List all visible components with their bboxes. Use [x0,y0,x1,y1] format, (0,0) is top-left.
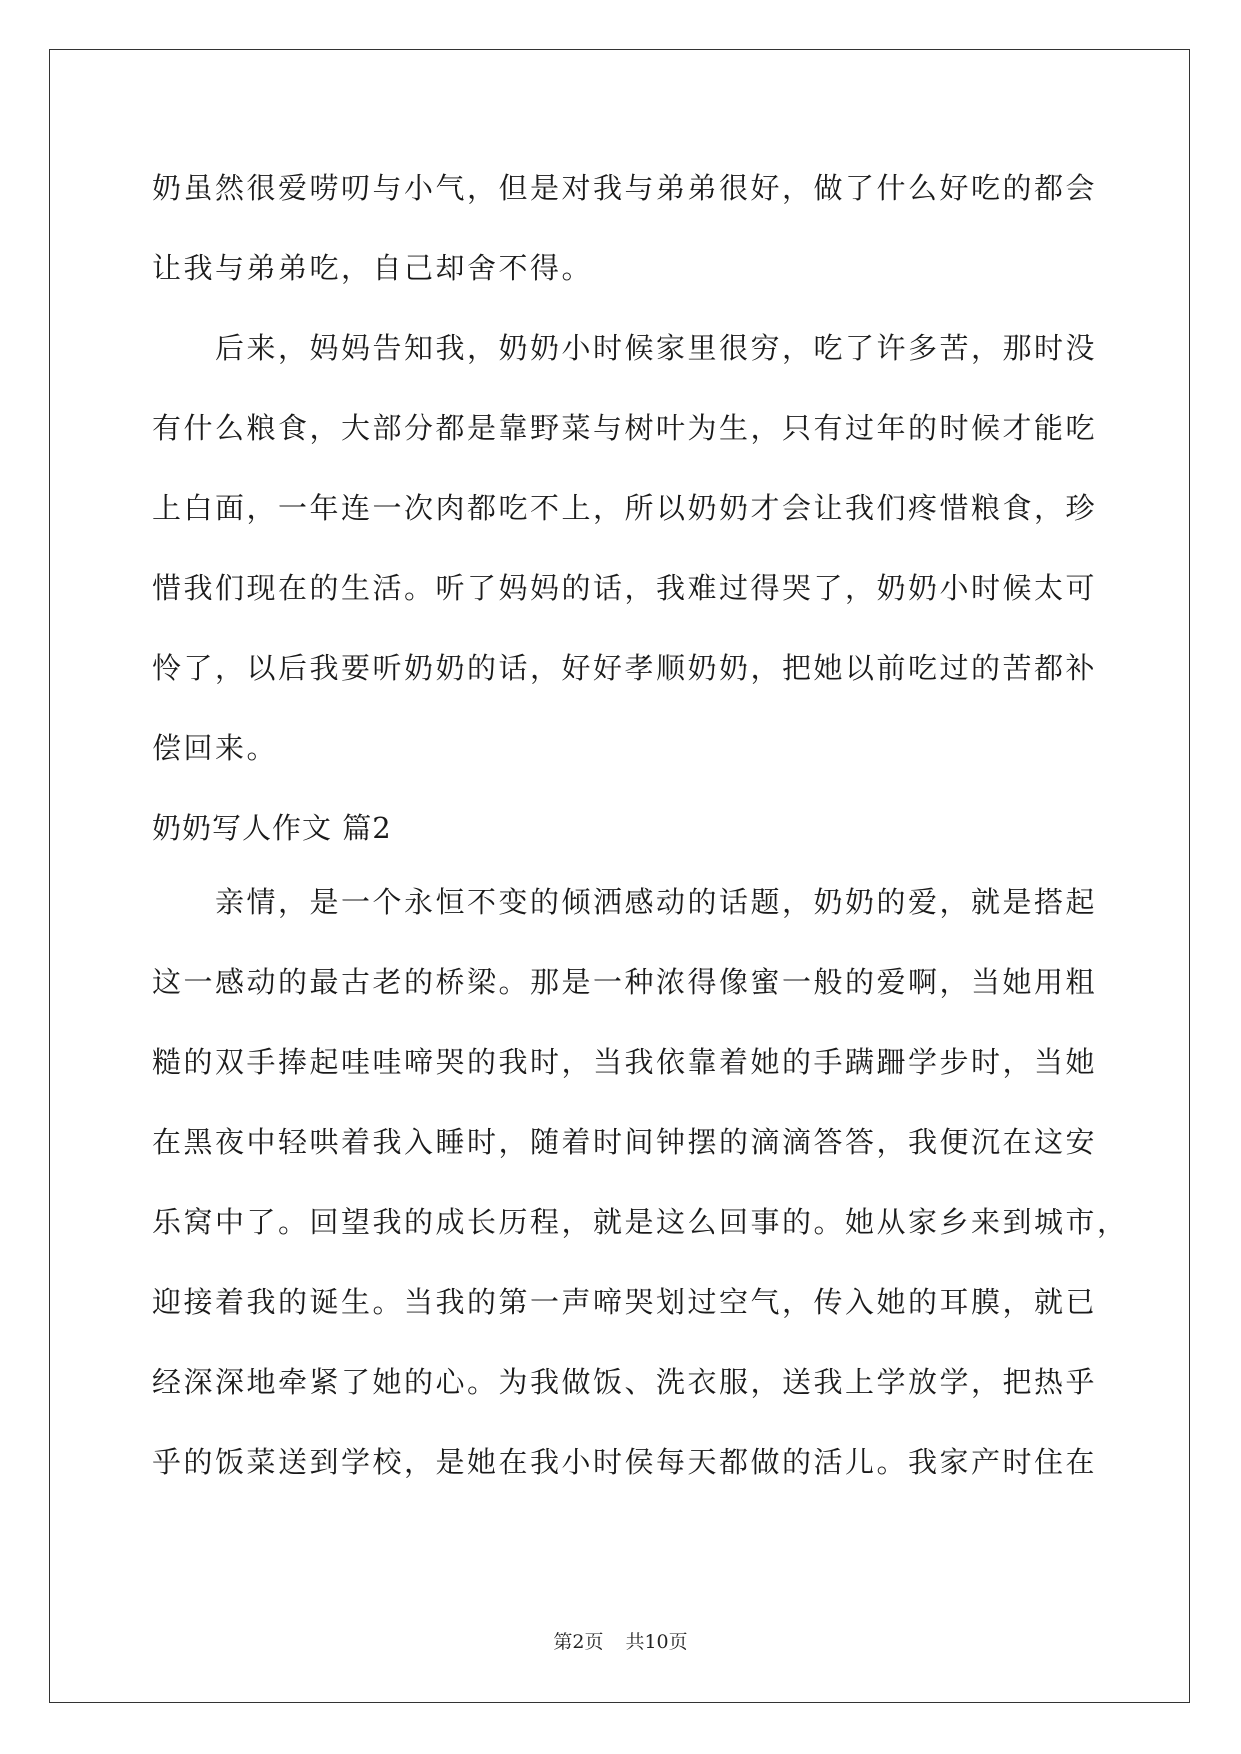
text-line: 乐窝中了。回望我的成长历程，就是这么回事的。她从家乡来到城市， [152,1205,1129,1239]
text-line: 偿回来。 [152,731,279,765]
text-line: 奶虽然很爱唠叨与小气，但是对我与弟弟很好，做了什么好吃的都会 [152,171,1098,205]
text-line: 这一感动的最古老的桥梁。那是一种浓得像蜜一般的爱啊，当她用粗 [152,965,1098,999]
text-line: 在黑夜中轻哄着我入睡时，随着时间钟摆的滴滴答答，我便沉在这安 [152,1125,1098,1159]
text-line: 后来，妈妈告知我，奶奶小时候家里很穷，吃了许多苦，那时没 [152,331,1098,365]
section-heading: 奶奶写人作文 篇2 [152,811,392,845]
text-line: 惜我们现在的生活。听了妈妈的话，我难过得哭了，奶奶小时候太可 [152,571,1098,605]
page-total: 共10页 [625,1631,688,1653]
page-footer [0,1630,1241,1654]
text-line: 糙的双手捧起哇哇啼哭的我时，当我依靠着她的手蹒跚学步时，当她 [152,1045,1098,1079]
text-line: 怜了，以后我要听奶奶的话，好好孝顺奶奶，把她以前吃过的苦都补 [152,651,1098,685]
text-line: 让我与弟弟吃，自己却舍不得。 [152,251,594,285]
text-line: 有什么粮食，大部分都是靠野菜与树叶为生，只有过年的时候才能吃 [152,411,1098,445]
text-line: 上白面，一年连一次肉都吃不上，所以奶奶才会让我们疼惜粮食，珍 [152,491,1098,525]
text-line: 乎的饭菜送到学校，是她在我小时侯每天都做的活儿。我家产时住在 [152,1445,1098,1479]
text-line: 迎接着我的诞生。当我的第一声啼哭划过空气，传入她的耳膜，就已 [152,1285,1098,1319]
text-line: 亲情，是一个永恒不变的倾洒感动的话题，奶奶的爱，就是搭起 [152,885,1098,919]
document-body [152,158,1129,1512]
page-number: 第2页 [553,1631,604,1653]
text-line: 经深深地牵紧了她的心。为我做饭、洗衣服，送我上学放学，把热乎 [152,1365,1098,1399]
